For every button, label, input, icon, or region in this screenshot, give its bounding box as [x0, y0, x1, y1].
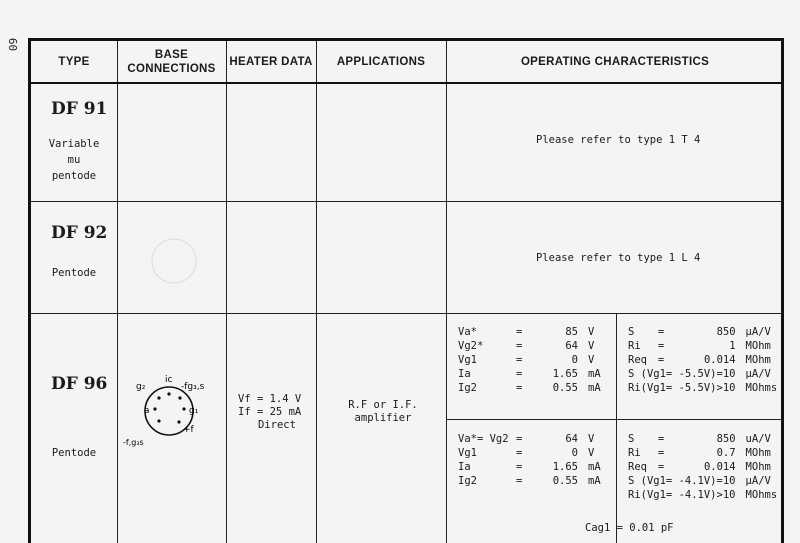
pin-dot [182, 407, 185, 410]
pin-dot [167, 392, 170, 395]
type-description: Variable mu pentode [48, 138, 100, 182]
refer-note: Please refer to type 1 T 4 [536, 134, 701, 146]
op-row [628, 460, 781, 474]
type-name: DF 91 [51, 99, 108, 119]
refer-note: Please refer to type 1 L 4 [536, 252, 701, 264]
op-cell: = [657, 461, 665, 473]
heater-vf: Vf = 1.4 V [238, 393, 302, 405]
op-row [628, 367, 781, 381]
op-cell: V [588, 340, 595, 352]
pin-dot [177, 420, 180, 423]
applications-text: R.F or I.F. amplifier [348, 399, 418, 424]
op-cell: S [628, 433, 635, 445]
op-cell: 850 [716, 326, 736, 338]
op-cell: 0 [571, 447, 578, 459]
pin-label: ic [165, 375, 173, 385]
pin-dot [157, 396, 160, 399]
op-cell: V [588, 354, 595, 366]
op-cell: Ia [458, 461, 471, 473]
op-row [628, 446, 781, 460]
op-cell: = [657, 326, 665, 338]
op-row [628, 325, 781, 339]
pin-dot [157, 419, 160, 422]
op-row [458, 367, 618, 381]
op-cell: mA [588, 368, 601, 380]
pin-label: g₁ [189, 406, 199, 416]
op-cell: = [516, 382, 523, 394]
op-cell: Va*= Vg2 [458, 433, 509, 445]
op-cell: 85 [565, 326, 578, 338]
op-cell: mA [588, 461, 601, 473]
op-cell: Req [628, 354, 647, 366]
op-table-b-right [628, 432, 781, 502]
op-cell: MOhms [745, 489, 778, 501]
pin-label: g₂ [136, 382, 146, 392]
op-row [628, 353, 781, 367]
op-cell: Ri(Vg1= -5.5V)>10 [628, 382, 736, 394]
op-cell: V [588, 326, 595, 338]
op-cell: 0.014 [703, 461, 736, 473]
pin-label: a [144, 406, 150, 416]
header-heater-data: HEATER DATA [229, 55, 313, 68]
pin-label: -fg₃,s [181, 382, 205, 392]
row-divider [31, 313, 781, 314]
op-cell: Req [628, 461, 647, 473]
pin-label: -f,g₃s [123, 438, 144, 447]
op-cell: = [657, 447, 665, 459]
op-cell: Ig2 [458, 382, 477, 394]
op-cell: V [588, 447, 595, 459]
header-operating-characteristics: OPERATING CHARACTERISTICS [520, 55, 710, 68]
op-cell: 1.65 [552, 461, 578, 473]
op-cell: MOhms [745, 382, 778, 394]
op-row [458, 474, 618, 488]
op-cell: uA/V [745, 433, 771, 445]
op-cell: Ri [628, 340, 641, 352]
op-cell: MOhm [745, 340, 771, 352]
op-cell: = [657, 433, 665, 445]
op-cell: Vg2* [458, 340, 484, 352]
col-divider [226, 41, 227, 543]
op-row [458, 446, 618, 460]
op-table-b-left [458, 432, 618, 488]
op-cell: = [516, 354, 523, 366]
op-cell: MOhm [745, 461, 771, 473]
op-cell: Ri(Vg1= -4.1V)>10 [628, 489, 736, 501]
op-table-a-right [628, 325, 781, 395]
op-cell: 64 [565, 340, 578, 352]
op-row [458, 381, 618, 395]
op-row [628, 474, 781, 488]
op-cell: = [516, 326, 523, 338]
op-cell: 0.55 [552, 475, 578, 487]
op-cell: S (Vg1= -4.1V)=10 [628, 475, 736, 487]
row-divider [31, 201, 781, 202]
op-cell: Vg1 [458, 447, 477, 459]
op-row [628, 381, 781, 395]
header-applications: APPLICATIONS [336, 55, 426, 68]
op-row [458, 325, 618, 339]
op-cell: μA/V [745, 368, 771, 380]
op-cell: = [516, 433, 523, 445]
op-row [458, 353, 618, 367]
col-divider [117, 41, 118, 543]
op-cell: = [516, 461, 523, 473]
op-cell: = [516, 447, 523, 459]
op-cell: 0.55 [552, 382, 578, 394]
op-cell: 0 [571, 354, 578, 366]
heater-data [238, 393, 301, 432]
page-number: 60 [6, 37, 20, 52]
op-cell: Ia [458, 368, 471, 380]
bleed-through-shadow [146, 226, 206, 296]
header-base-connections: BASE CONNECTIONS [127, 48, 216, 75]
op-cell: Vg1 [458, 354, 477, 366]
tube-data-table [28, 38, 784, 543]
op-row [628, 339, 781, 353]
op-row [628, 488, 781, 502]
op-row [458, 339, 618, 353]
heater-direct: Direct [258, 419, 296, 431]
op-cell: μA/V [745, 475, 771, 487]
op-cell: Ri [628, 447, 641, 459]
op-cell: = [516, 475, 523, 487]
op-divider [446, 419, 781, 420]
header-divider [31, 82, 781, 84]
pin-dot [153, 407, 156, 410]
op-cell: Ig2 [458, 475, 477, 487]
type-description: Pentode [51, 447, 97, 459]
type-name: DF 96 [51, 374, 108, 394]
op-cell: 850 [716, 433, 736, 445]
op-cell: 0.014 [703, 354, 736, 366]
op-cell: = [516, 368, 523, 380]
type-name: DF 92 [51, 223, 108, 243]
op-cell: μA/V [745, 326, 771, 338]
header-type: TYPE [58, 55, 90, 68]
op-cell: S [628, 326, 635, 338]
col-divider [446, 41, 447, 543]
heater-if: If = 25 mA [238, 406, 302, 418]
op-cell: = [516, 340, 523, 352]
op-table-a-left [458, 325, 618, 395]
op-cell: S (Vg1= -5.5V)=10 [628, 368, 736, 380]
op-row [628, 432, 781, 446]
pin-dot [178, 396, 181, 399]
op-cell: = [657, 340, 665, 352]
op-cell: MOhm [745, 354, 771, 366]
op-cell: Va* [458, 326, 477, 338]
op-cell: mA [588, 475, 601, 487]
op-cell: 1 [729, 340, 736, 352]
op-cell: mA [588, 382, 601, 394]
col-divider [316, 41, 317, 543]
op-cell: V [588, 433, 595, 445]
op-cell: MOhm [745, 447, 771, 459]
op-row [458, 460, 618, 474]
op-cell: 0.7 [716, 447, 736, 459]
type-description: Pentode [51, 267, 97, 279]
pin-label: +f [183, 425, 194, 435]
op-row [458, 432, 618, 446]
op-cell: 1.65 [552, 368, 578, 380]
base-connections-diagram [121, 363, 226, 455]
op-cell: = [657, 354, 665, 366]
op-cell: 64 [565, 433, 578, 445]
cag1-value: Cag1 = 0.01 pF [585, 522, 674, 534]
